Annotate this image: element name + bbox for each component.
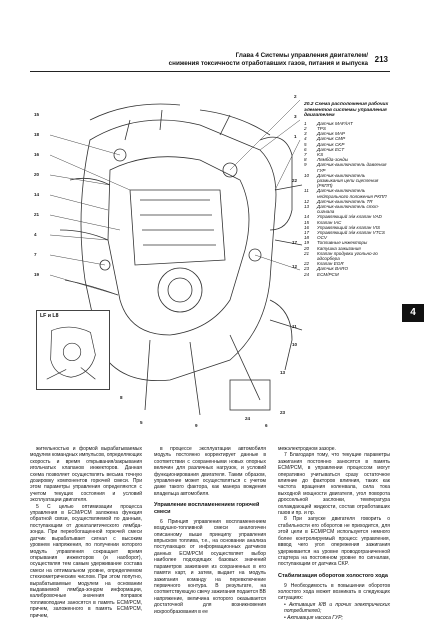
callout-8: 8	[120, 395, 123, 400]
callout-15: 15	[34, 112, 40, 117]
legend-text: Управляющий э/м клапан VAD	[317, 214, 382, 220]
paragraph: 7 Благодаря тому, что текущие параметры зажигания постоянно заносятся в память ECM/PCM, в управлении процессом могут оперативно учитываться сразу остаточное влияние до факторов влияния, таких как частота вращения коленвала, сила тока выходной мощности двигателя, угол поворота дроссельной заслонки, температура охлаждающей жидкости, состав отработавших газов и пр. и пр.	[278, 452, 390, 517]
legend-text: Топливные инжекторы	[317, 240, 368, 246]
legend-number: 8	[304, 157, 307, 163]
body-text	[30, 446, 391, 621]
legend-number: 9	[304, 162, 307, 168]
legend-item	[304, 162, 390, 172]
callout-7: 7	[34, 252, 37, 257]
legend-text: Датчик MAF/IAT	[317, 120, 353, 126]
legend-item	[304, 173, 390, 189]
legend-text: Клапан EGR	[317, 261, 344, 267]
legend-text: Клапан IAC	[317, 219, 342, 225]
callout-22: 22	[292, 178, 298, 183]
paragraph: 6 Принцип управления воспламенением воздушно-топливной смеси аналогичен описанному выше принципу управления впрыском топлива, т.е., на основании анализа поступающих от информационных датчиков данных ECM/PCM осуществляет выбор наиболее подходящих базовых значений параметров зажигания из сохраненных в его памяти карт, и затем, выдает на модуль зажигания команду на перевключение первичного контура. В результате, на соответствующую свечу зажигания подается ВВ напряжение, величина которого оказывается достаточной для возникновения искрообразования в ее	[154, 518, 266, 615]
legend-text: Датчик-выключатель TR	[317, 198, 373, 204]
inset-illustration	[37, 311, 109, 389]
callout-14: 14	[34, 192, 40, 197]
legend-item	[304, 188, 390, 198]
legend-text: TPS	[317, 125, 326, 131]
legend-item	[304, 204, 390, 214]
legend-number: 19	[304, 240, 310, 246]
callout-21: 21	[34, 212, 40, 217]
figure-legend	[304, 102, 390, 277]
legend-text: Датчик-выключатель стоп-сигнала	[317, 204, 380, 215]
legend-number: 13	[304, 204, 310, 210]
section-title-idle: Стабилизация оборотов холостого хода	[278, 572, 388, 579]
paragraph: жительностью и формой вырабатываемых модулем командных импульсов, определяющих скорость и время открывания/закрывания игольчатых клапанов инжекторов. Данная схема позволяет осуществлять весьма точную дозировку компонентов горючей смеси. При этом параметры управления определяются с учетом текущих состояния и условий эксплуатации двигателя.	[30, 446, 142, 504]
legend-item	[304, 251, 390, 261]
legend-number: 4	[304, 136, 307, 142]
list-item-text: Активация К/В и прочих электрических потребителей;	[284, 601, 391, 615]
legend-number: 12	[304, 198, 310, 204]
paragraph: 9 Необходимость в повышении оборотов холостого хода может возникать в следующих ситуациях:	[278, 582, 390, 602]
callout-17: 17	[292, 240, 298, 245]
chapter-title: Глава 4 Системы управления двигателем/	[235, 52, 368, 59]
legend-text: Лямбда-зонды	[317, 157, 349, 163]
chapter-subtitle: снижения токсичности отработавших газов, питания и выпуска	[168, 59, 368, 67]
engine-control-diagram	[30, 80, 390, 438]
callout-23: 23	[280, 410, 286, 415]
callout-6: 6	[265, 423, 268, 428]
legend-text: Датчик CMP	[317, 136, 346, 142]
legend-number: 11	[304, 188, 309, 194]
legend-number: 17	[304, 230, 310, 236]
callout-5: 5	[140, 420, 143, 425]
legend-number: 22	[304, 261, 310, 267]
callout-16: 16	[34, 152, 40, 157]
paragraph: межэлектродном зазоре.	[278, 446, 336, 452]
legend-text: Датчик-выключатель давления ГУР	[317, 162, 387, 173]
legend-number: 10	[304, 172, 310, 178]
callout-20: 20	[34, 172, 40, 177]
legend-text: Управляющий э/м клапан VTCS	[317, 230, 385, 236]
paragraph: 5 С целью оптимизации процесса управления в ECM/PCM заложена функция обратной связи, осуществляемой по данным, поступающим от докаталитического лямбда-зонда. При переобогащенной горючей смеси датчик вырабатывает сигнал с высоким уровнем напряжения, по получении которого модуль управления сокращает время открывания инжекторов (и наоборот), осуществляя тем самым удерживание состава смеси на оптимальном уровне, определяемом стехиометрическим числом. При этом попутно, вырабатываемые модулем на основании выдаваемой лямбда-зондом информации, калибровочные значения поправок топливоподачи заносятся в память ECM/PCM, причем, заложенного в память ECM/PCM, причем,	[30, 503, 142, 619]
legend-number: 18	[304, 235, 310, 241]
legend-text: Датчик BARO	[317, 266, 349, 272]
list-item: • Активация насоса ГУР;	[284, 614, 343, 621]
callout-13: 13	[280, 370, 286, 375]
text-column-2	[154, 446, 266, 615]
legend-text: Датчик-выключатель нейтрального положения РКПП	[317, 188, 387, 199]
legend-text: KS	[317, 152, 324, 157]
legend-title: 20.2 Схема расположения рабочих элементов системы управления двигателем	[304, 102, 389, 119]
list-item: • Активация К/В и прочих электрических потребителей;	[284, 601, 391, 615]
callout-1: 1	[294, 134, 297, 139]
callout-18: 18	[34, 132, 40, 137]
page-number: 213	[374, 55, 388, 64]
legend-text: Датчик-выключатель размыкания цепи сцепления (РКПП)	[317, 172, 379, 189]
callout-19: 19	[34, 272, 40, 277]
legend-number: 15	[304, 219, 310, 225]
text-column-1	[30, 446, 142, 619]
legend-number: 5	[304, 141, 307, 147]
paragraph: в процессе эксплуатации автомобиля модуль постоянно корректирует данные в соответствии с сохраненными новых опорных величин для различных нагрузок, и условий функционирования двигателя. Таким образом, управление может осуществляться с учетом даже такого фактора, как манера вождения владельца автомобиля.	[154, 446, 266, 497]
text-column-3	[278, 446, 390, 621]
callout-12: 12	[292, 264, 298, 269]
legend-text: Клапан продувки угольно-го адсорбера	[317, 250, 378, 262]
legend-number: 20	[304, 245, 310, 251]
legend-number: 2	[304, 125, 307, 131]
section-title-ignition: Управление воспламенением горючей смеси	[154, 502, 260, 516]
page-header	[30, 52, 390, 72]
legend-number: 6	[304, 146, 307, 152]
legend-text: Датчик ECT	[317, 146, 345, 152]
legend-number: 16	[304, 224, 310, 230]
legend-text: ECM/PCM	[317, 271, 339, 277]
legend-number: 14	[304, 214, 310, 220]
callout-24: 24	[245, 416, 251, 421]
callout-10: 10	[292, 342, 298, 347]
callout-2: 2	[294, 94, 297, 99]
legend-list	[304, 121, 390, 277]
legend-number: 23	[304, 266, 310, 272]
paragraph: 8 При запуске двигателя говорить о стабильности его оборотов не приходится, для этой цели в ECM/PCM используется немного более контролируемый процесс управления, вввод чего угол опережения зажигания удерживается на уровне проводограниченной стартера на постоянном уровне по сигналам, поступающим от датчика CKP.	[278, 516, 390, 568]
legend-number: 1	[304, 120, 307, 126]
legend-text: Управляющий э/м клапан VIS	[317, 224, 381, 230]
legend-text: Катушка зажигания	[317, 245, 361, 251]
legend-number: 24	[304, 271, 310, 277]
legend-text: Датчик MAP	[317, 131, 345, 137]
list-item-text: Активация насоса ГУР;	[287, 614, 343, 621]
legend-item	[304, 272, 390, 277]
callout-9: 9	[195, 423, 198, 428]
callout-4: 4	[34, 232, 37, 237]
legend-number: 3	[304, 131, 307, 137]
chapter-tab: 4	[402, 304, 424, 322]
engine-bay-drawing	[30, 80, 304, 438]
callout-3: 3	[294, 114, 297, 119]
lf-inset	[36, 310, 110, 390]
callout-11: 11	[292, 324, 297, 329]
legend-number: 7	[304, 152, 307, 157]
inset-label: LF и L8	[40, 313, 59, 319]
legend-text: Датчик CKP	[317, 141, 345, 147]
legend-number: 21	[304, 250, 310, 256]
legend-text: OCV	[317, 235, 327, 241]
